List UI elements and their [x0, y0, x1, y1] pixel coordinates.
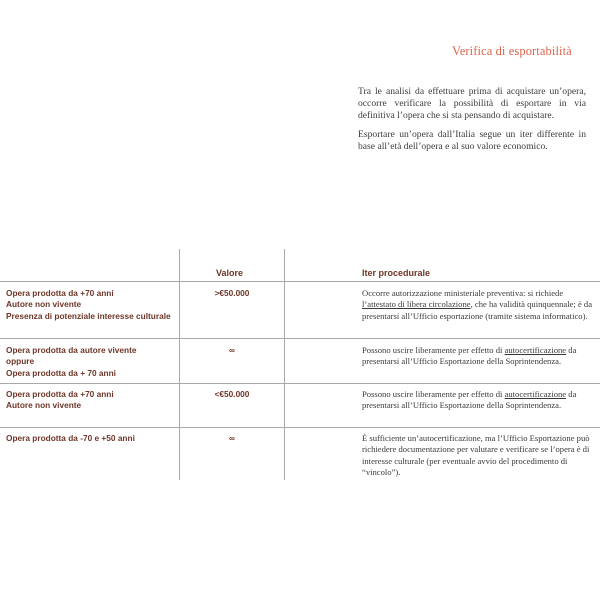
intro-paragraph: Esportare un’opera dall’Italia segue un iter differente in base all’età dell’opera e al suo valore economico. [358, 128, 586, 152]
autocertificazione-link[interactable]: autocertificazione [504, 345, 567, 355]
table-row-conditions [6, 389, 171, 412]
table-row-iter [362, 345, 594, 368]
attestato-link[interactable]: l’attestato di libera circolazione [362, 299, 471, 310]
table-divider [0, 383, 600, 384]
iter-text: da presentarsi all’Ufficio Esportazione della Soprintendenza. [362, 345, 577, 367]
iter-text: Possono uscire liberamente per effetto di [362, 345, 505, 355]
table-divider [284, 249, 285, 480]
condition: Autore non vivente [6, 400, 82, 411]
condition: Opera prodotta da + 70 anni [6, 367, 116, 378]
condition: Autore non vivente [6, 299, 82, 310]
table-row-iter [362, 288, 594, 322]
table-row-valore: ∞ [229, 433, 235, 443]
condition: Opera prodotta da autore vivente [6, 345, 137, 355]
autocertificazione-link[interactable]: autocertificazione [504, 389, 567, 399]
column-header-valore: Valore [216, 268, 244, 278]
condition: Opera prodotta da +70 anni [6, 288, 114, 298]
intro-paragraph: Tra le analisi da effettuare prima di acquistare un’opera, occorre verificare la possibilità di esportare in via definitiva l’opera che si sta pensando di acquistare. [358, 86, 586, 122]
iter-text: È sufficiente un’autocertificazione, ma l’Ufficio Esportazione può richiedere documentazione per valutare e verificare se l’opera è di interesse culturale (per eventuale avvio del procedimento di “vincolo”). [362, 433, 590, 478]
table-row-conditions [6, 345, 171, 379]
condition: Presenza di potenziale interesse culturale [6, 310, 171, 321]
table-divider [0, 338, 600, 339]
condition: oppure [6, 356, 35, 367]
table-row-valore: >€50.000 [214, 288, 250, 298]
intro-text [358, 86, 586, 159]
condition: Opera prodotta da -70 e +50 anni [6, 433, 135, 443]
table-row-valore: ∞ [229, 345, 235, 355]
table-row-conditions [6, 433, 171, 444]
table-row-iter [362, 433, 594, 479]
table-divider [179, 249, 180, 480]
column-header-iter: Iter procedurale [362, 268, 431, 278]
table-row-iter [362, 389, 594, 412]
table-row-valore: <€50.000 [214, 389, 250, 399]
table-divider [0, 281, 600, 282]
page-title: Verifica di esportabilità [452, 44, 572, 58]
iter-text: Possono uscire liberamente per effetto di [362, 389, 505, 399]
iter-text: da presentarsi all’Ufficio Esportazione della Soprintendenza. [362, 389, 577, 411]
table-divider [0, 427, 600, 428]
table-row-conditions [6, 288, 171, 322]
condition: Opera prodotta da +70 anni [6, 389, 114, 399]
iter-text: , che ha validità quinquennale; è da presentarsi all’Ufficio esportazione (tramite sistema informatico). [362, 299, 593, 321]
iter-text: Occorre autorizzazione ministeriale preventiva: si richiede [362, 288, 564, 298]
